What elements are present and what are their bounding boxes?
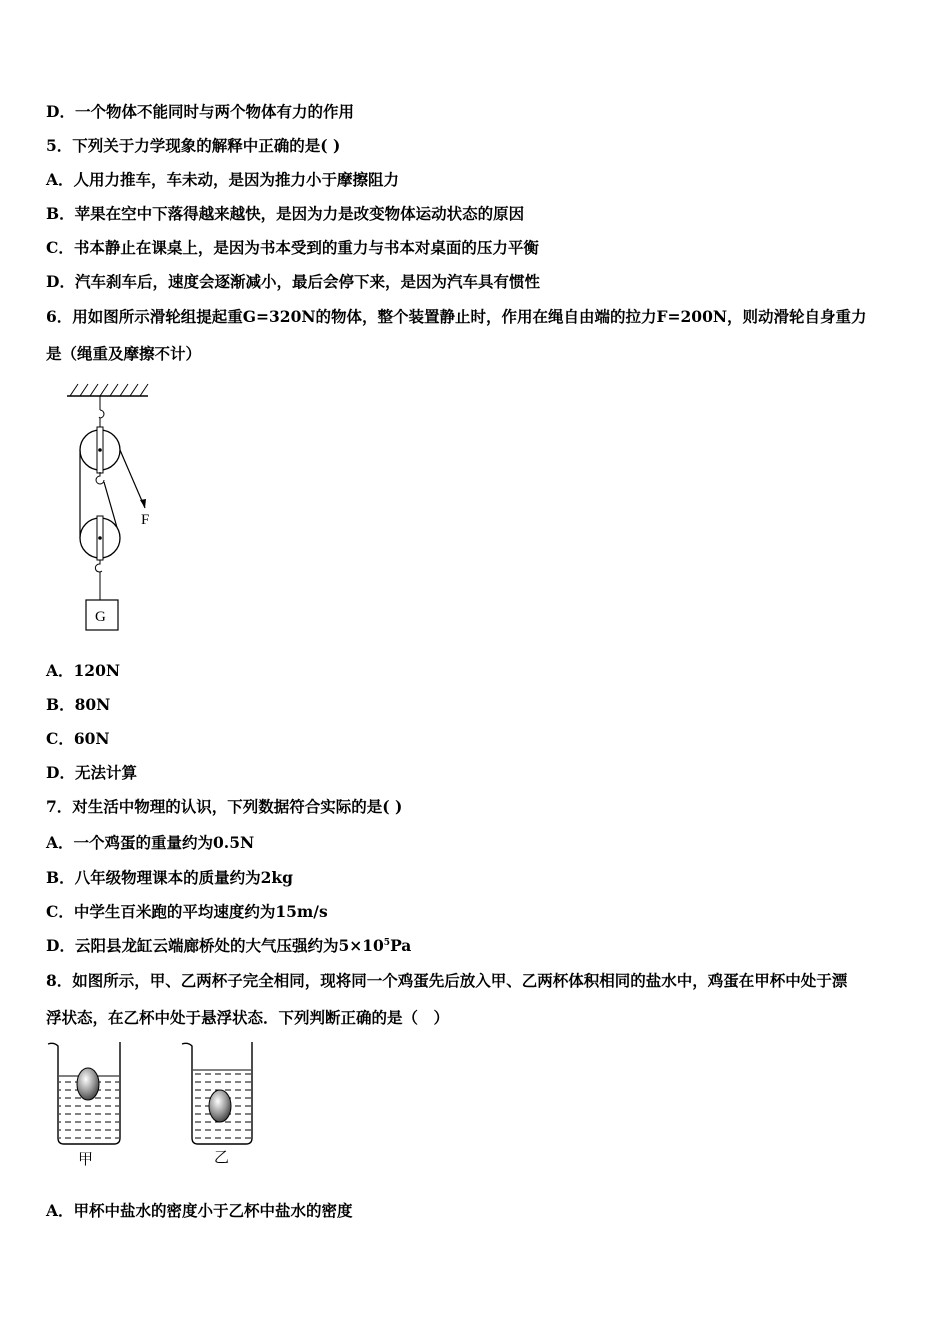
pulley-figure [60,380,170,640]
q7-stem: 7．对生活中物理的认识，下列数据符合实际的是( ) [46,797,403,816]
q6-option-c: C．60N [46,729,110,748]
q7-option-d: D．云阳县龙缸云端廊桥处的大气压强约为$5\times 10^5Pa$ [46,936,412,955]
q5-option-a: A．人用力推车，车未动，是因为推力小于摩擦阻力 [46,170,400,189]
q6-stem-line2: 是（绳重及摩擦不计） [46,344,202,363]
q4-option-d: D．一个物体不能同时与两个物体有力的作用 [46,102,354,121]
q6-option-b: B．80N [46,695,111,714]
q5-option-d: D．汽车刹车后，速度会逐渐减小，最后会停下来，是因为汽车具有惯性 [46,272,540,291]
cup2-label: 乙 [214,1150,230,1166]
q5-option-b: B．苹果在空中下落得越来越快，是因为力是改变物体运动状态的原因 [46,204,525,223]
cup1-label: 甲 [78,1152,94,1168]
cups-figure [44,1038,274,1168]
weight-label: G [95,609,106,625]
q7-option-a: A．一个鸡蛋的重量约为0.5N [46,833,255,852]
q8-stem-line2: 浮状态，在乙杯中处于悬浮状态．下列判断正确的是（ ） [46,1008,450,1027]
q8-stem-line1: 8．如图所示，甲、乙两杯子完全相同，现将同一个鸡蛋先后放入甲、乙两杯体积相同的盐水中，鸡蛋在甲杯中处于漂 [46,971,848,990]
q8-option-a: A．甲杯中盐水的密度小于乙杯中盐水的密度 [46,1201,353,1220]
q6-stem-line1: 6．用如图所示滑轮组提起重G=320N的物体，整个装置静止时，作用在绳自由端的拉力F=200N，则动滑轮自身重力 [46,307,867,326]
q5-stem: 5．下列关于力学现象的解释中正确的是( ) [46,136,341,155]
q5-option-c: C．书本静止在课桌上，是因为书本受到的重力与书本对桌面的压力平衡 [46,238,539,257]
q6-option-a: A．120N [46,661,121,680]
q6-option-d: D．无法计算 [46,763,137,782]
force-label: F [141,512,150,528]
q7-option-b: B．八年级物理课本的质量约为2kg [46,868,293,887]
q7-option-c: C．中学生百米跑的平均速度约为15m/s [46,902,328,921]
